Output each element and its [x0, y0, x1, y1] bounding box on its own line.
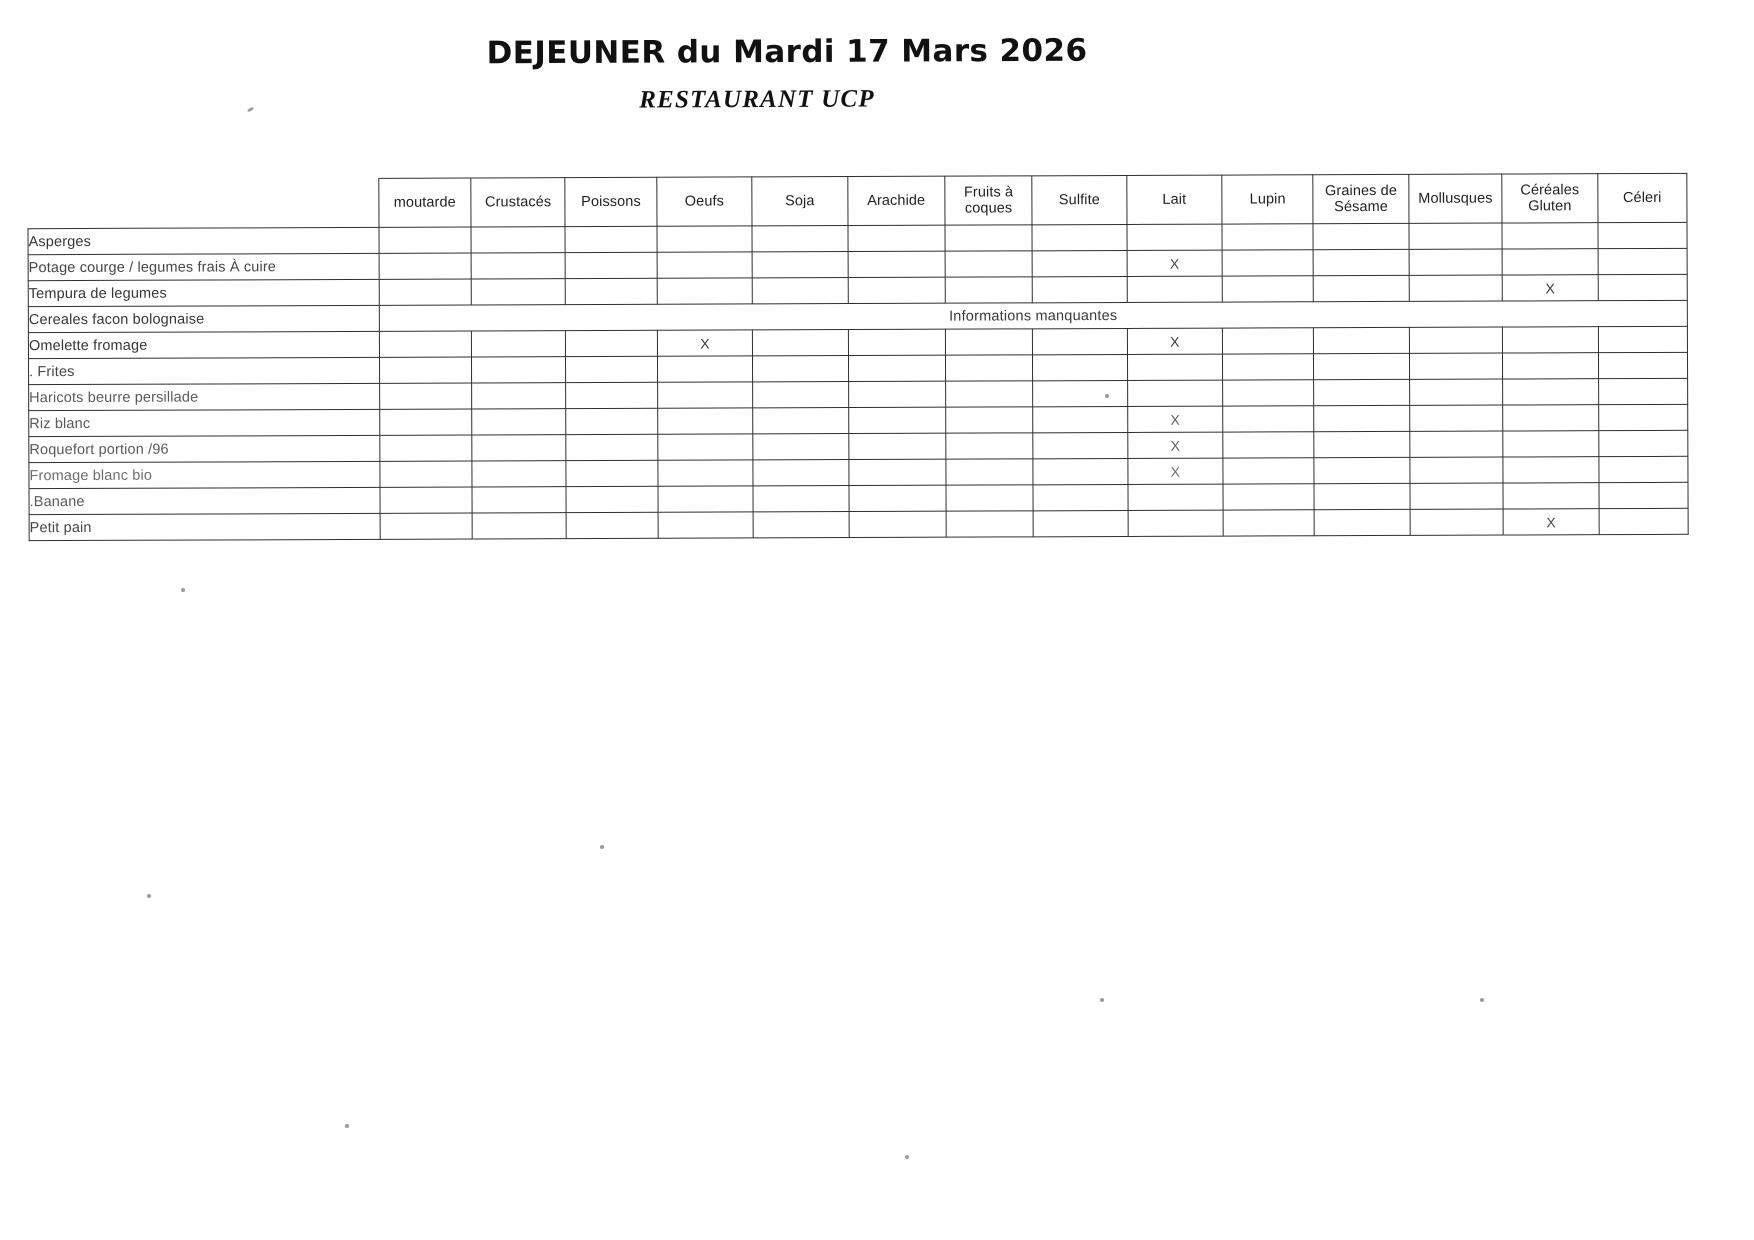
allergen-cell	[1314, 353, 1410, 379]
allergen-cell	[1598, 378, 1687, 404]
allergen-cell	[1222, 276, 1313, 302]
allergen-cell	[380, 487, 472, 513]
allergen-cell	[1599, 482, 1688, 508]
allergen-cell	[379, 357, 471, 383]
allergen-cell	[1222, 250, 1313, 276]
allergen-cell	[566, 356, 657, 382]
allergen-cell	[472, 487, 566, 513]
allergen-cell	[658, 486, 754, 512]
allergen-cell	[1409, 379, 1502, 405]
allergen-table	[27, 173, 1688, 541]
allergen-cell	[753, 434, 849, 460]
allergen-cell	[472, 435, 566, 461]
allergen-cell	[658, 460, 754, 486]
allergen-cell	[1033, 484, 1127, 510]
allergen-cell	[471, 279, 565, 305]
allergen-cell	[1410, 405, 1503, 431]
dish-name-cell: Haricots beurre persillade	[29, 383, 380, 410]
page-title: DEJEUNER du Mardi 17 Mars 2026	[486, 32, 1088, 72]
header-allergen-arachide: Arachide	[847, 176, 945, 225]
allergen-cell	[379, 409, 471, 435]
allergen-mark: X	[657, 330, 753, 356]
allergen-cell	[472, 513, 566, 539]
allergen-cell	[1033, 328, 1127, 354]
allergen-cell	[1410, 457, 1503, 483]
allergen-cell	[471, 253, 565, 279]
allergen-cell	[1315, 509, 1411, 535]
allergen-cell	[471, 227, 565, 253]
allergen-mark: X	[1128, 458, 1224, 484]
allergen-cell	[1598, 404, 1687, 430]
allergen-cell	[1503, 327, 1599, 353]
allergen-cell	[657, 356, 753, 382]
allergen-cell	[472, 357, 566, 383]
allergen-cell	[1222, 224, 1313, 250]
allergen-cell	[379, 435, 471, 461]
allergen-cell	[1409, 223, 1502, 249]
allergen-cell	[1033, 432, 1127, 458]
allergen-cell	[1314, 483, 1410, 509]
allergen-cell	[945, 329, 1032, 355]
allergen-cell	[946, 355, 1033, 381]
allergen-cell	[1127, 354, 1223, 380]
allergen-cell	[848, 251, 946, 277]
allergen-cell	[1223, 432, 1314, 458]
scan-speck	[181, 588, 185, 592]
allergen-cell	[471, 331, 565, 357]
allergen-cell	[1410, 483, 1503, 509]
allergen-cell	[1502, 223, 1598, 249]
allergen-cell	[1503, 405, 1599, 431]
allergen-cell	[1598, 274, 1687, 300]
header-allergen-mollusques: Mollusques	[1409, 174, 1503, 223]
allergen-cell	[1223, 510, 1314, 536]
allergen-cell	[1503, 431, 1599, 457]
allergen-cell	[753, 330, 849, 356]
allergen-cell	[657, 278, 753, 304]
allergen-cell	[567, 512, 658, 538]
allergen-cell	[946, 381, 1033, 407]
allergen-cell	[566, 486, 657, 512]
scan-speck	[1480, 998, 1484, 1002]
dish-name-cell: Omelette fromage	[28, 331, 379, 358]
allergen-mark: X	[1127, 432, 1223, 458]
allergen-cell	[945, 277, 1032, 303]
allergen-cell	[566, 278, 657, 304]
allergen-cell	[379, 279, 471, 305]
allergen-cell	[945, 225, 1032, 251]
allergen-cell	[945, 251, 1032, 277]
dish-name-cell: Asperges	[28, 227, 379, 254]
dish-name-cell: Riz blanc	[29, 409, 380, 436]
allergen-mark: X	[1502, 275, 1598, 301]
allergen-cell	[1313, 223, 1409, 249]
allergen-cell	[1128, 484, 1224, 510]
table-row	[29, 508, 1688, 540]
restaurant-name: RESTAURANT UCP	[639, 85, 875, 114]
allergen-cell	[1503, 457, 1599, 483]
allergen-mark: X	[1127, 406, 1223, 432]
allergen-cell	[1127, 276, 1223, 302]
allergen-cell	[1598, 326, 1687, 352]
allergen-cell	[1314, 431, 1410, 457]
dish-name-cell: Potage courge / legumes frais À cuire	[28, 253, 379, 280]
header-dish-column	[28, 178, 379, 228]
header-allergen-lait: Lait	[1126, 175, 1222, 224]
allergen-cell	[1410, 431, 1503, 457]
allergen-cell	[565, 226, 656, 252]
allergen-cell	[566, 330, 657, 356]
allergen-cell	[1223, 406, 1314, 432]
allergen-cell	[1598, 430, 1687, 456]
header-allergen-poissons: Poissons	[565, 177, 657, 226]
allergen-cell	[566, 252, 657, 278]
allergen-cell	[752, 278, 848, 304]
document-header	[0, 0, 1754, 114]
allergen-cell	[1314, 457, 1410, 483]
allergen-cell	[379, 227, 471, 253]
allergen-cell	[1409, 275, 1502, 301]
allergen-cell	[1223, 484, 1314, 510]
allergen-cell	[849, 511, 947, 537]
allergen-cell	[1223, 380, 1314, 406]
header-allergen-fruits-a-coques: Fruits à coques	[945, 176, 1032, 225]
allergen-cell	[657, 382, 753, 408]
allergen-cell	[1314, 405, 1410, 431]
missing-info-cell: Informations manquantes	[379, 300, 1687, 331]
header-allergen-sulfite: Sulfite	[1032, 175, 1127, 224]
allergen-cell	[753, 382, 849, 408]
dish-name-cell: Fromage blanc bio	[29, 461, 380, 488]
allergen-cell	[848, 407, 946, 433]
allergen-cell	[379, 383, 471, 409]
allergen-cell	[1223, 458, 1314, 484]
allergen-cell	[848, 329, 946, 355]
allergen-cell	[753, 486, 849, 512]
allergen-cell	[1409, 353, 1502, 379]
allergen-cell	[1314, 249, 1410, 275]
allergen-cell	[1033, 354, 1127, 380]
allergen-cell	[1314, 327, 1410, 353]
allergen-cell	[472, 409, 566, 435]
allergen-cell	[848, 459, 946, 485]
allergen-cell	[380, 461, 472, 487]
allergen-cell	[1127, 380, 1223, 406]
allergen-cell	[1032, 276, 1126, 302]
allergen-cell	[1314, 379, 1410, 405]
allergen-table-body	[28, 222, 1688, 540]
allergen-cell	[1033, 458, 1127, 484]
allergen-cell	[472, 461, 566, 487]
dish-name-cell: . Frites	[29, 357, 380, 384]
allergen-cell	[753, 512, 849, 538]
allergen-cell	[753, 408, 849, 434]
allergen-cell	[566, 408, 657, 434]
scan-speck	[345, 1124, 349, 1128]
header-allergen-soja: Soja	[752, 177, 848, 226]
allergen-cell	[1033, 380, 1127, 406]
table-header-row	[28, 173, 1687, 228]
allergen-cell	[657, 226, 753, 252]
allergen-cell	[946, 433, 1033, 459]
allergen-cell	[379, 253, 471, 279]
allergen-cell	[1410, 509, 1503, 535]
allergen-table-container	[27, 173, 1688, 541]
allergen-cell	[1222, 328, 1313, 354]
allergen-cell	[946, 485, 1033, 511]
allergen-mark: X	[1127, 250, 1223, 276]
allergen-cell	[1409, 327, 1502, 353]
allergen-cell	[658, 512, 754, 538]
allergen-cell	[657, 408, 753, 434]
allergen-table-head	[28, 173, 1687, 228]
allergen-mark: X	[1503, 509, 1599, 535]
allergen-cell	[380, 513, 472, 539]
allergen-cell	[379, 331, 471, 357]
header-allergen-crustaces: Crustacés	[471, 178, 566, 227]
allergen-cell	[566, 434, 657, 460]
allergen-cell	[1598, 352, 1687, 378]
allergen-cell	[1314, 275, 1410, 301]
header-allergen-lupin: Lupin	[1222, 175, 1314, 224]
allergen-cell	[1503, 353, 1599, 379]
allergen-cell	[1032, 250, 1126, 276]
allergen-cell	[848, 381, 946, 407]
allergen-cell	[1033, 406, 1127, 432]
allergen-cell	[1598, 248, 1687, 274]
header-allergen-graines-de-sesame: Graines de Sésame	[1313, 174, 1409, 223]
header-allergen-cereales-gluten: Céréales Gluten	[1502, 174, 1598, 223]
allergen-cell	[1032, 224, 1126, 250]
allergen-cell	[946, 459, 1033, 485]
allergen-cell	[657, 252, 753, 278]
dish-name-cell: Cereales facon bolognaise	[28, 305, 379, 332]
dish-name-cell: Petit pain	[29, 513, 380, 540]
allergen-cell	[849, 485, 947, 511]
scan-speck	[600, 845, 604, 849]
allergen-cell	[1598, 222, 1687, 248]
allergen-cell	[848, 277, 946, 303]
scan-speck	[1100, 998, 1104, 1002]
allergen-cell	[1599, 508, 1688, 534]
allergen-cell	[946, 511, 1033, 537]
allergen-cell	[1599, 456, 1688, 482]
allergen-cell	[1502, 249, 1598, 275]
allergen-cell	[1223, 354, 1314, 380]
allergen-cell	[1409, 249, 1502, 275]
allergen-cell	[753, 460, 849, 486]
allergen-cell	[848, 225, 946, 251]
allergen-cell	[472, 383, 566, 409]
allergen-cell	[1127, 224, 1223, 250]
header-allergen-celeri: Céleri	[1597, 173, 1687, 222]
allergen-cell	[752, 226, 848, 252]
dish-name-cell: .Banane	[29, 487, 380, 514]
allergen-cell	[753, 356, 849, 382]
dish-name-cell: Roquefort portion /96	[29, 435, 380, 462]
allergen-cell	[566, 382, 657, 408]
allergen-mark: X	[1127, 328, 1223, 354]
header-allergen-moutarde: moutarde	[378, 178, 471, 227]
allergen-cell	[946, 407, 1033, 433]
allergen-cell	[1503, 483, 1599, 509]
allergen-cell	[1033, 510, 1127, 536]
allergen-cell	[658, 434, 754, 460]
scan-speck	[147, 894, 151, 898]
header-allergen-oeufs: Oeufs	[657, 177, 753, 226]
scan-speck	[905, 1155, 909, 1159]
allergen-cell	[848, 433, 946, 459]
allergen-cell	[752, 252, 848, 278]
dish-name-cell: Tempura de legumes	[28, 279, 379, 306]
allergen-cell	[1503, 379, 1599, 405]
allergen-cell	[1128, 510, 1224, 536]
allergen-cell	[566, 460, 657, 486]
allergen-cell	[848, 355, 946, 381]
